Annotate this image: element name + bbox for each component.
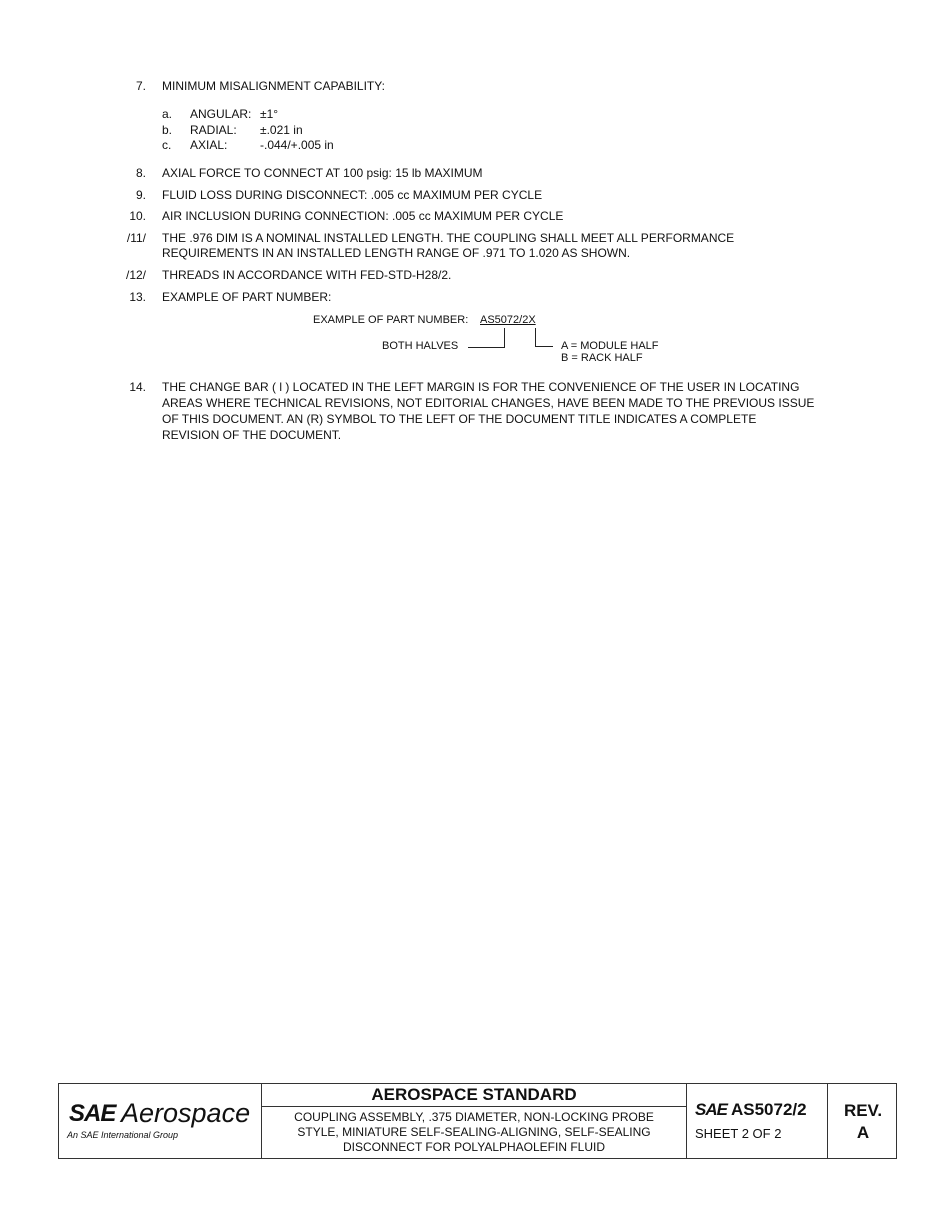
item-value: ±1°	[260, 107, 279, 121]
item-value: -.044/+.005 in	[260, 138, 334, 152]
note-number: /11/	[126, 231, 146, 245]
leader-line	[468, 347, 504, 348]
document-description	[268, 1110, 680, 1155]
note-14	[0, 379, 950, 443]
note-text: EXAMPLE OF PART NUMBER:	[162, 290, 332, 304]
note-number: 9.	[135, 188, 146, 202]
note-text-line: REVISION OF THE DOCUMENT.	[162, 428, 342, 442]
note-text-line: THE CHANGE BAR ( l ) LOCATED IN THE LEFT MARGIN IS FOR THE CONVENIENCE OF THE USER IN LOCATING	[162, 380, 800, 394]
item-label: ANGULAR:	[190, 107, 252, 121]
sae-mini-logo: SAE	[695, 1100, 727, 1119]
standard-title: AEROSPACE STANDARD	[262, 1084, 686, 1107]
sae-logo: SAE	[69, 1100, 116, 1127]
title-cell	[262, 1084, 687, 1158]
revision-label: REV.	[843, 1101, 883, 1120]
note-number: 7.	[135, 79, 146, 93]
item-letter: c.	[162, 138, 172, 152]
note-12	[0, 267, 950, 283]
leader-line	[535, 328, 536, 347]
diagram-both-halves: BOTH HALVES	[382, 340, 459, 352]
leader-line	[535, 346, 553, 347]
note-9	[0, 187, 950, 203]
aerospace-logo: Aerospace	[121, 1098, 251, 1128]
item-label: AXIAL:	[190, 138, 228, 152]
diagram-option-b: B = RACK HALF	[561, 352, 643, 364]
description-line: COUPLING ASSEMBLY, .375 DIAMETER, NON-LOCKING PROBE	[294, 1110, 654, 1124]
note-text: FLUID LOSS DURING DISCONNECT: .005 cc MAXIMUM PER CYCLE	[162, 188, 543, 202]
revision-cell	[828, 1084, 898, 1158]
item-letter: b.	[162, 123, 173, 137]
note-10	[0, 208, 950, 224]
note-text-line: REQUIREMENTS IN AN INSTALLED LENGTH RANGE OF .971 TO 1.020 AS SHOWN.	[162, 246, 631, 260]
title-block	[58, 1083, 897, 1159]
note-8	[0, 165, 950, 181]
description-line: DISCONNECT FOR POLYALPHAOLEFIN FLUID	[342, 1140, 606, 1154]
description-line: STYLE, MINIATURE SELF-SEALING-ALIGNING, SELF-SEALING	[297, 1125, 651, 1139]
diagram-label: EXAMPLE OF PART NUMBER:	[313, 314, 469, 326]
document-number	[695, 1100, 807, 1120]
note-7	[0, 78, 950, 94]
document-number-text: AS5072/2	[730, 1100, 807, 1119]
note-number: 13.	[129, 290, 146, 304]
part-number-diagram	[300, 312, 700, 372]
leader-line	[504, 328, 505, 348]
logo-tagline: An SAE International Group	[67, 1130, 179, 1140]
logo-cell	[59, 1084, 262, 1158]
note-text: AXIAL FORCE TO CONNECT AT 100 psig: 15 lb MAXIMUM	[162, 166, 483, 180]
note-text-line: THE .976 DIM IS A NOMINAL INSTALLED LENGTH. THE COUPLING SHALL MEET ALL PERFORMANCE	[162, 231, 735, 245]
note-text: AIR INCLUSION DURING CONNECTION: .005 cc MAXIMUM PER CYCLE	[162, 209, 564, 223]
note-text: MINIMUM MISALIGNMENT CAPABILITY:	[162, 79, 385, 93]
item-letter: a.	[162, 107, 173, 121]
note-number: /12/	[125, 268, 146, 282]
note-11	[0, 230, 950, 262]
diagram-option-a: A = MODULE HALF	[561, 340, 659, 352]
note-number: 10.	[129, 209, 146, 223]
note-text-line: OF THIS DOCUMENT. AN (R) SYMBOL TO THE LEFT OF THE DOCUMENT TITLE INDICATES A COMPLETE	[162, 412, 757, 426]
sheet-number: SHEET 2 OF 2	[695, 1126, 782, 1141]
diagram-part-number: AS5072/2X	[480, 314, 536, 326]
item-label: RADIAL:	[190, 123, 237, 137]
revision	[828, 1100, 898, 1144]
note-13	[0, 289, 950, 305]
note-text-line: AREAS WHERE TECHNICAL REVISIONS, NOT EDITORIAL CHANGES, HAVE BEEN MADE TO THE PREVIOUS ISSUE	[162, 396, 815, 410]
revision-value: A	[856, 1123, 870, 1142]
note-text: THREADS IN ACCORDANCE WITH FED-STD-H28/2.	[162, 268, 452, 282]
doc-number-cell	[687, 1084, 828, 1158]
note-number: 14.	[129, 380, 146, 394]
note-number: 8.	[135, 166, 146, 180]
item-value: ±.021 in	[260, 123, 303, 137]
